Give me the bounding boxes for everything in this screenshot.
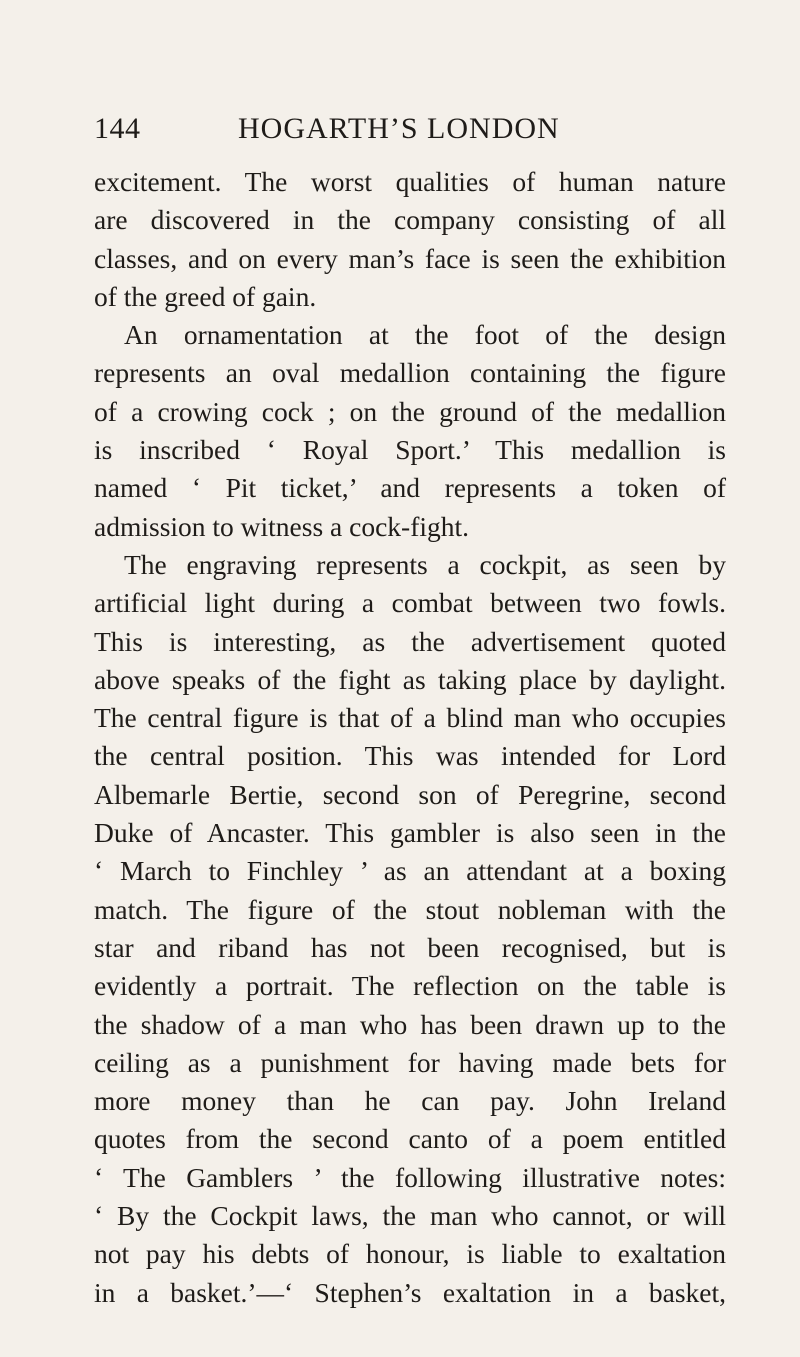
text-line: excitement. The worst qualities of human nature [94,166,726,197]
running-title: HOGARTH’S LONDON [238,112,560,145]
text-line: the shadow of a man who has been drawn up to the [94,1008,726,1040]
text-line: Albemarle Bertie, second son of Peregrine, second [94,778,726,810]
text-line: ceiling as a punishment for having made bets for [94,1046,726,1078]
body-text [94,163,726,1312]
text-line: of a crowing cock ; on the ground of the medallion [94,395,726,427]
text-line: named ‘ Pit ticket,’ and represents a token of [94,472,726,504]
page-number: 144 [94,112,141,145]
text-line: This is interesting, as the advertisement quoted [94,625,726,657]
text-line: represents an oval medallion containing the figure [94,357,726,389]
text-line: ‘ March to Finchley ’ as an attendant at a boxing [94,855,726,887]
text-line: artificial light during a combat between two fowls. [94,587,726,619]
text-line: of the greed of gain. [94,280,317,312]
text-line: evidently a portrait. The reflection on the table is [94,970,726,1002]
text-line: not pay his debts of honour, is liable to exaltation [94,1238,726,1270]
text-line: ‘ The Gamblers ’ the following illustrative notes: [94,1161,726,1193]
text-line: An ornamentation at the foot of the design [124,319,726,351]
text-line: are discovered in the company consisting of all [94,204,726,236]
text-line: quotes from the second canto of a poem entitled [94,1123,726,1155]
text-line: more money than he can pay. John Ireland [94,1085,726,1117]
text-line: admission to witness a cock-fight. [94,510,470,542]
text-line: the central position. This was intended for Lord [94,740,726,772]
text-line: classes, and on every man’s face is seen the exhibition [94,242,726,274]
text-line: above speaks of the fight as taking place by daylight. [94,663,726,695]
text-line: match. The figure of the stout nobleman with the [94,893,726,925]
text-line: The central figure is that of a blind man who occupies [94,702,726,734]
text-line: star and riband has not been recognised, but is [94,931,726,963]
text-line: ‘ By the Cockpit laws, the man who cannot, or will [94,1200,726,1232]
text-line: Duke of Ancaster. This gambler is also seen in the [94,817,726,849]
running-head [94,112,724,152]
text-line: is inscribed ‘ Royal Sport.’ This medallion is [94,434,726,466]
text-line: in a basket.’—‘ Stephen’s exaltation in a basket, [94,1276,726,1308]
text-line: The engraving represents a cockpit, as seen by [124,548,726,580]
